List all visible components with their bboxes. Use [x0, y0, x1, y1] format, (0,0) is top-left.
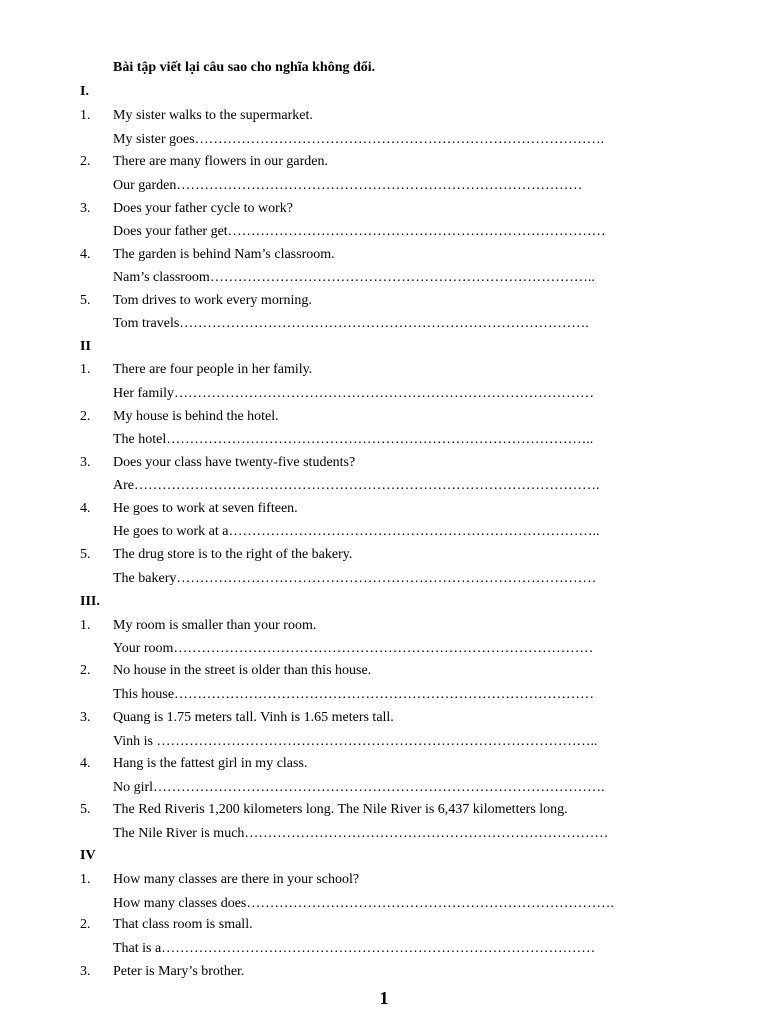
exercise-number: 2.	[80, 917, 91, 932]
original-sentence: Tom drives to work every morning.	[113, 293, 312, 308]
exercise-number: 5.	[80, 293, 91, 308]
original-sentence: The Red Riveris 1,200 kilometers long. The Nile River is 6,437 kilometters long.	[113, 802, 568, 817]
rewrite-prompt: Does your father get………………………………………………………………………	[113, 224, 606, 239]
exercise-number: 4.	[80, 501, 91, 516]
original-sentence: Peter is Mary’s brother.	[113, 964, 245, 979]
section-heading: II	[80, 339, 91, 354]
original-sentence: No house in the street is older than this house.	[113, 663, 372, 678]
exercise-number: 5.	[80, 802, 91, 817]
rewrite-prompt: The hotel………………………………………………………………………………..	[113, 432, 594, 447]
exercise-number: 1.	[80, 362, 91, 377]
rewrite-prompt: Tom travels…………………………………………………………………………….	[113, 316, 589, 331]
exercise-number: 3.	[80, 455, 91, 470]
original-sentence: He goes to work at seven fifteen.	[113, 501, 298, 516]
original-sentence: Hang is the fattest girl in my class.	[113, 756, 308, 771]
exercise-number: 2.	[80, 154, 91, 169]
section-heading: III.	[80, 594, 100, 609]
original-sentence: How many classes are there in your school?	[113, 872, 360, 887]
rewrite-prompt: He goes to work at a……………………………………………………………………..	[113, 524, 600, 539]
exercise-number: 2.	[80, 663, 91, 678]
rewrite-prompt: Our garden……………………………………………………………………………	[113, 178, 583, 193]
exercise-number: 1.	[80, 108, 91, 123]
exercise-number: 3.	[80, 964, 91, 979]
exercise-number: 2.	[80, 409, 91, 424]
exercise-number: 4.	[80, 756, 91, 771]
original-sentence: There are four people in her family.	[113, 362, 313, 377]
original-sentence: My house is behind the hotel.	[113, 409, 279, 424]
rewrite-prompt: The bakery………………………………………………………………………………	[113, 571, 597, 586]
exercise-number: 5.	[80, 547, 91, 562]
exercise-number: 1.	[80, 618, 91, 633]
exercise-number: 3.	[80, 201, 91, 216]
original-sentence: That class room is small.	[113, 917, 253, 932]
rewrite-prompt: The Nile River is much……………………………………………………………………	[113, 826, 609, 841]
original-sentence: The drug store is to the right of the bakery.	[113, 547, 353, 562]
rewrite-prompt: My sister goes…………………………………………………………………………….	[113, 132, 605, 147]
page-number: 1	[379, 988, 389, 1008]
original-sentence: Quang is 1.75 meters tall. Vinh is 1.65 meters tall.	[113, 710, 394, 725]
exercise-number: 3.	[80, 710, 91, 725]
rewrite-prompt: Vinh is …………………………………………………………………………………..	[113, 734, 598, 749]
original-sentence: The garden is behind Nam’s classroom.	[113, 247, 335, 262]
rewrite-prompt: No girl…………………………………………………………………………………….	[113, 780, 605, 795]
original-sentence: My sister walks to the supermarket.	[113, 108, 313, 123]
rewrite-prompt: Your room………………………………………………………………………………	[113, 641, 594, 656]
rewrite-prompt: That is a…………………………………………………………………………………	[113, 941, 596, 956]
rewrite-prompt: This house………………………………………………………………………………	[113, 687, 595, 702]
section-heading: IV	[80, 848, 96, 863]
exercise-number: 4.	[80, 247, 91, 262]
page-title: Bài tập viết lại câu sao cho nghĩa không đổi.	[113, 60, 376, 75]
rewrite-prompt: Are……………………………………………………………………………………….	[113, 478, 600, 493]
original-sentence: My room is smaller than your room.	[113, 618, 317, 633]
original-sentence: Does your class have twenty-five students?	[113, 455, 356, 470]
section-heading: I.	[80, 84, 89, 99]
rewrite-prompt: How many classes does…………………………………………………………………….	[113, 896, 614, 911]
rewrite-prompt: Her family………………………………………………………………………………	[113, 386, 595, 401]
rewrite-prompt: Nam’s classroom………………………………………………………………………..	[113, 270, 595, 285]
exercise-number: 1.	[80, 872, 91, 887]
original-sentence: There are many flowers in our garden.	[113, 154, 328, 169]
original-sentence: Does your father cycle to work?	[113, 201, 293, 216]
